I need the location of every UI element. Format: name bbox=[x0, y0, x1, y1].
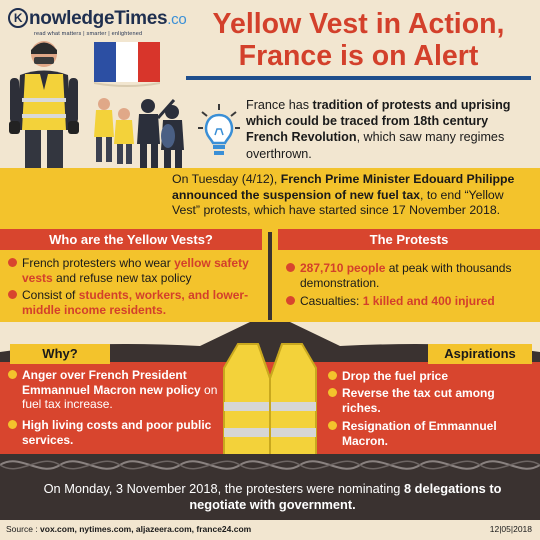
bullet-icon bbox=[286, 263, 295, 272]
riot-police-scene-illustration bbox=[86, 92, 196, 174]
closing-text: On Monday, 3 November 2018, the protesters were nominating bbox=[43, 481, 404, 496]
who-item-2: Consist of students, workers, and lower-middle income residents. bbox=[8, 288, 263, 317]
facts-divider bbox=[268, 232, 272, 320]
logo-wordmark: nowledgeTimes bbox=[29, 8, 168, 29]
brand-tagline: read what matters | smarter | enlightened bbox=[34, 31, 143, 37]
brand-logo[interactable] bbox=[8, 8, 186, 30]
who-item-1: French protesters who wear yellow safety vests and refuse new tax policy bbox=[8, 256, 263, 285]
announcement-highlight: French Prime Minister Edouard Philippe announced the suspension of new fuel tax bbox=[172, 172, 515, 202]
why-heading: Why? bbox=[10, 344, 110, 364]
yellow-vest-icon bbox=[218, 338, 322, 462]
closing-highlight: 8 delegations to negotiate with government. bbox=[189, 481, 502, 512]
source-credit bbox=[6, 524, 251, 534]
page-title bbox=[186, 8, 531, 72]
yellow-vest-protester-illustration bbox=[0, 30, 90, 180]
intro-text-end: , which saw many regimes overthrown. bbox=[246, 130, 505, 161]
announcement-paragraph bbox=[172, 172, 532, 219]
why-item-2: High living costs and poor public services. bbox=[8, 418, 220, 447]
bullet-icon bbox=[286, 296, 295, 305]
bullet-icon bbox=[8, 258, 17, 267]
barbed-wire-illustration bbox=[0, 452, 540, 478]
closing-paragraph bbox=[20, 481, 525, 513]
title-divider bbox=[186, 76, 531, 80]
announcement-text: On Tuesday (4/12), bbox=[172, 172, 281, 186]
bullet-icon bbox=[8, 370, 17, 379]
bullet-icon bbox=[8, 290, 17, 299]
title-line-2: France is on Alert bbox=[238, 40, 479, 72]
protests-item-2: Casualties: 1 killed and 400 injured bbox=[286, 294, 531, 309]
publish-date: 12|05|2018 bbox=[489, 524, 532, 534]
why-item-1: Anger over French President Emmannuel Macron new policy on fuel tax increase. bbox=[8, 368, 220, 412]
title-line-1: Yellow Vest in Action, bbox=[212, 8, 505, 40]
intro-paragraph bbox=[246, 97, 531, 162]
source-label: Source : bbox=[6, 524, 41, 534]
protests-heading: The Protests bbox=[278, 229, 540, 250]
logo-suffix: .co bbox=[167, 11, 187, 28]
logo-k-mark: K bbox=[8, 8, 28, 28]
bullet-icon bbox=[328, 388, 337, 397]
aspirations-item-3: Resignation of Emmannuel Macron. bbox=[328, 419, 533, 448]
bullet-icon bbox=[8, 420, 17, 429]
source-list: vox.com, nytimes.com, aljazeera.com, france24.com bbox=[40, 524, 252, 534]
aspirations-item-1: Drop the fuel price bbox=[328, 369, 533, 384]
protests-item-1: 287,710 people at peak with thousands demonstration. bbox=[286, 261, 531, 290]
lightbulb-icon bbox=[198, 104, 240, 160]
aspirations-item-2: Reverse the tax cut among riches. bbox=[328, 386, 533, 415]
intro-highlight: tradition of protests and uprising which could be traced from 18th century French Revolution bbox=[246, 98, 511, 145]
france-flag-icon bbox=[94, 42, 162, 90]
bullet-icon bbox=[328, 421, 337, 430]
intro-text: France has bbox=[246, 98, 313, 112]
who-heading: Who are the Yellow Vests? bbox=[0, 229, 262, 250]
aspirations-heading: Aspirations bbox=[428, 344, 532, 364]
bullet-icon bbox=[328, 371, 337, 380]
announcement-text-end: , to end “Yellow Vest” protests, which have started since 17 November 2018. bbox=[172, 187, 504, 217]
